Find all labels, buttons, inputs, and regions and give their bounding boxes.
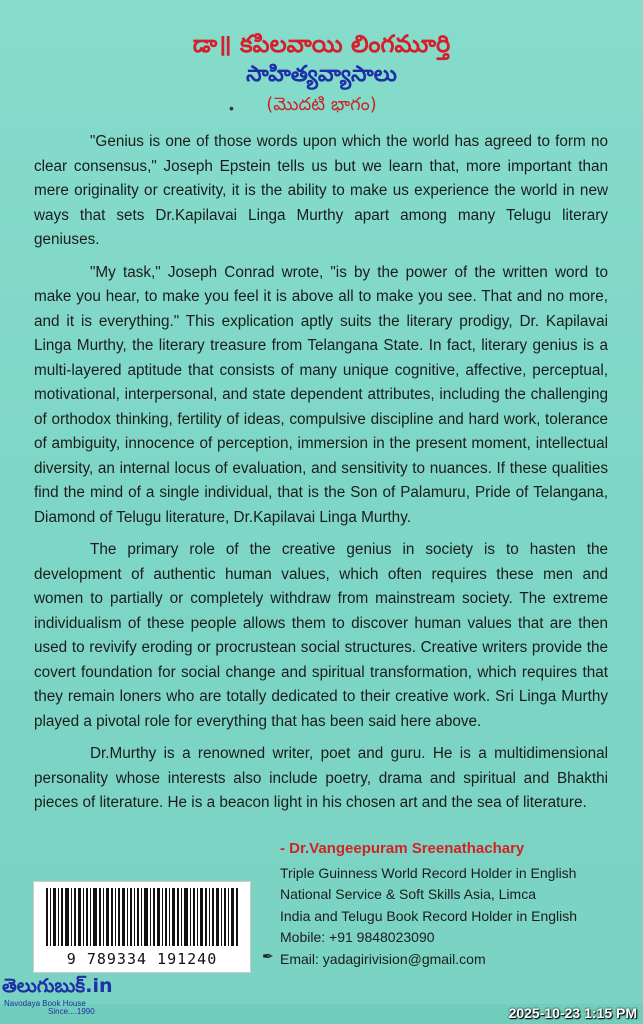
pen-icon: ✒ — [262, 948, 274, 964]
publisher-since: Since....1990 — [48, 1007, 95, 1016]
credential-line-1: Triple Guinness World Record Holder in English — [280, 864, 577, 881]
volume-label-telugu: (మొదటి భాగం) — [266, 94, 377, 115]
paragraph-4: Dr.Murthy is a renowned writer, poet and guru. He is a multidimensional personality whose interests also include poetry, drama and spiritual and Bhakthi pieces of literature. He is a beacon light in his chosen art and the sea of literature. — [34, 745, 608, 811]
decorative-dot: • — [229, 100, 234, 116]
publisher-name: Navodaya Book House — [4, 999, 86, 1008]
credential-line-2: National Service & Soft Skills Asia, Limca — [280, 886, 536, 902]
signature-block — [280, 838, 620, 970]
credential-line-3: India and Telugu Book Record Holder in English — [280, 907, 578, 924]
barcode-icon — [46, 888, 238, 946]
foreword-text — [34, 130, 608, 824]
paragraph-3: The primary role of the creative genius in society is to hasten the development of authentic human values, which often requires these men and women to partially or completely withdraw from mainstream society. The extreme individualism of these people allows them to discover human values that are then used to revivify eroding or procrustean social structures. Creative writers provide the covert foundation for social change and spiritual transformation, which requires that they remain loners who are totally dedicated to their creative work. Sri Linga Murthy played a pivotal role for everything that has been said here above. — [34, 541, 608, 730]
isbn-digits: 9 789334 191240 — [66, 950, 218, 968]
email-line: Email: yadagirivision@gmail.com — [280, 950, 486, 967]
isbn-barcode — [33, 881, 251, 973]
paragraph-2: "My task," Joseph Conrad wrote, "is by the power of the written word to make you hear, to make you feel it is above all to make you see. That and no more, and it is everything." This explication aptly suits the literary prodigy, Dr. Kapilavai Linga Murthy, the literary treasure from Telangana State. In fact, literary genius is a multi-layered aptitude that consists of many unique cognitive, affective, perceptual, motivational, interpersonal, and state dependent attributes, including the challenging of orthodox thinking, fertility of ideas, compulsive discipline and hard work, tolerance of ambiguity, innocence of perception, immersion in the present moment, intellectual diversity, an internal locus of evaluation, and sensitivity to nuances. If these qualities find the mind of a single individual, that is the Son of Palamuru, Pride of Telangana, Diamond of Telugu literature, Dr.Kapilavai Linga Murthy. — [34, 263, 608, 526]
author-name-telugu: డా॥ కపిలవాయి లింగమూర్తి — [192, 30, 451, 58]
publisher-logo-text: తెలుగుబుక్.in — [2, 975, 113, 997]
signature-name: - Dr.Vangeepuram Sreenathachary — [280, 840, 525, 857]
publisher-logo — [0, 975, 113, 1024]
paragraph-1: "Genius is one of those words upon which the world has agreed to form no clear consensus," Joseph Epstein tells us but we learn that, more important than mere originality or creativity, it is the ability to make us experience the world in new ways that sets Dr.Kapilavai Linga Murthy apart among many Telugu literary geniuses. — [34, 133, 608, 248]
photo-timestamp: 2025-10-23 1:15 PM — [508, 1005, 637, 1021]
mobile-line: Mobile: +91 9848023090 — [280, 929, 435, 945]
book-title-telugu: సాహిత్యవ్యాసాలు — [246, 62, 397, 87]
